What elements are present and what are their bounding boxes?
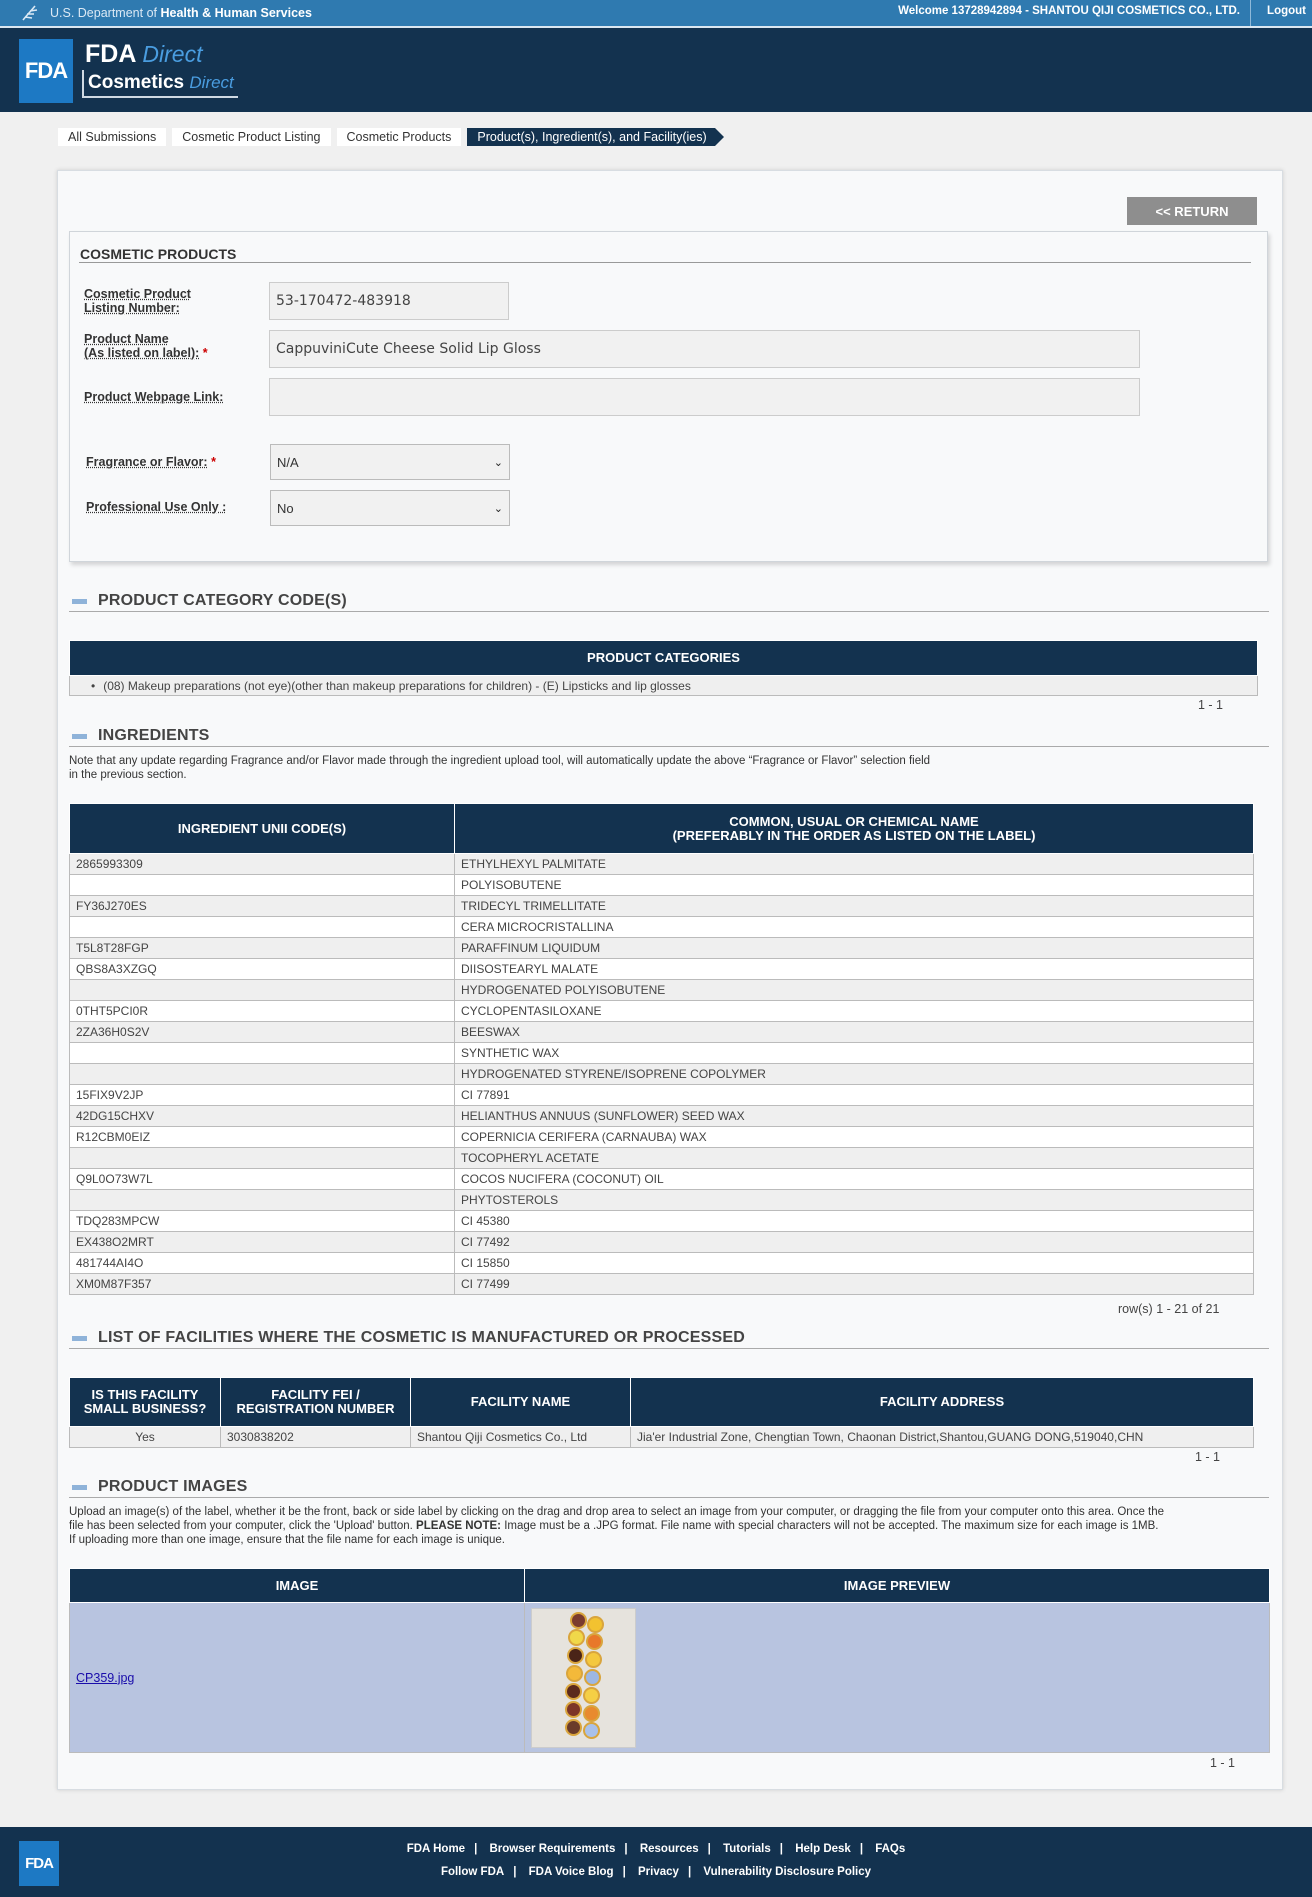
- table-row: • (08) Makeup preparations (not eye)(other than makeup preparations for children) - (E) Lipsticks and lip glosses: [70, 676, 1258, 696]
- unii-code-cell: [70, 980, 455, 1001]
- hhs-title[interactable]: U.S. Department of Health & Human Services: [50, 6, 312, 20]
- ingredient-name-cell: CYCLOPENTASILOXANE: [455, 1001, 1254, 1022]
- professional-use-select-value: No: [277, 500, 294, 516]
- facilities-pager: 1 - 1: [1195, 1450, 1221, 1464]
- ingredients-note: Note that any update regarding Fragrance and/or Flavor made through the ingredient upload tool, will automatically update the above “Fragrance or Flavor” selection field in the previous section.: [69, 755, 931, 781]
- logout-link[interactable]: Logout: [1267, 5, 1306, 17]
- collapse-icon[interactable]: [72, 1485, 87, 1490]
- column-header: COMMON, USUAL OR CHEMICAL NAME (PREFERABLY IN THE ORDER AS LISTED ON THE LABEL): [455, 804, 1254, 854]
- table-row: [70, 938, 1254, 959]
- column-header: PRODUCT CATEGORIES: [70, 641, 1258, 676]
- ingredient-name-cell: CI 77499: [455, 1274, 1254, 1295]
- ingredient-name-cell: COPERNICIA CERIFERA (CARNAUBA) WAX: [455, 1127, 1254, 1148]
- table-row: [70, 980, 1254, 1001]
- divider: [79, 262, 1251, 263]
- column-header: IMAGE PREVIEW: [525, 1569, 1270, 1603]
- footer-link-follow-fda[interactable]: Follow FDA: [440, 1866, 505, 1878]
- footer-links-row-1: [0, 1843, 1312, 1855]
- table-row: [70, 896, 1254, 917]
- separator: |: [779, 1843, 783, 1855]
- cosmetics-direct-logo[interactable]: Cosmetics Direct: [82, 70, 238, 98]
- images-note: Upload an image(s) of the label, whether it be the front, back or side label by clicking on the drag and drop area to select an image from your computer, or dragging the file from your computer onto this area. Once the file has been selected from your computer, click the 'Upload' button. PLEASE NOTE: Image must be a .JPG format. File name with special characters will not be accepted. The maximum size for each image is 1MB. If uploading more than one image, ensure that the file name for each image is unique.: [69, 1506, 1165, 1546]
- unii-code-cell: TDQ283MPCW: [70, 1211, 455, 1232]
- table-row: [70, 1169, 1254, 1190]
- table-row: [70, 1001, 1254, 1022]
- unii-code-cell: XM0M87F357: [70, 1274, 455, 1295]
- separator: |: [513, 1866, 517, 1878]
- product-name-field[interactable]: CappuviniCute Cheese Solid Lip Gloss: [269, 330, 1140, 368]
- return-button[interactable]: << RETURN: [1127, 197, 1257, 225]
- unii-code-cell: 42DG15CHXV: [70, 1106, 455, 1127]
- fragrance-label: Fragrance or Flavor: *: [86, 455, 216, 469]
- welcome-text: Welcome 13728942894 - SHANTOU QIJI COSMETICS CO., LTD.: [898, 5, 1240, 17]
- section-title: INGREDIENTS: [98, 727, 210, 744]
- section-header-category: [69, 592, 1269, 612]
- table-row: [70, 1211, 1254, 1232]
- breadcrumb-current: Product(s), Ingredient(s), and Facility(ies): [467, 128, 714, 146]
- section-title: LIST OF FACILITIES WHERE THE COSMETIC IS MANUFACTURED OR PROCESSED: [98, 1329, 746, 1346]
- separator: |: [687, 1866, 692, 1878]
- unii-code-cell: R12CBM0EIZ: [70, 1127, 455, 1148]
- unii-code-cell: [70, 1190, 455, 1211]
- table-row: [70, 959, 1254, 980]
- ingredient-name-cell: CI 15850: [455, 1253, 1254, 1274]
- ingredient-name-cell: SYNTHETIC WAX: [455, 1043, 1254, 1064]
- section-title: PRODUCT CATEGORY CODE(S): [98, 592, 347, 609]
- chevron-down-icon: ⌄: [493, 502, 503, 515]
- section-header-images: [69, 1478, 1269, 1498]
- ingredient-name-cell: BEESWAX: [455, 1022, 1254, 1043]
- ingredient-name-cell: HYDROGENATED POLYISOBUTENE: [455, 980, 1254, 1001]
- unii-code-cell: QBS8A3XZGQ: [70, 959, 455, 980]
- table-row: [70, 1253, 1254, 1274]
- webpage-link-field[interactable]: [269, 378, 1140, 416]
- professional-use-select[interactable]: [270, 490, 510, 526]
- footer-links-row-2: [0, 1866, 1312, 1878]
- column-header: FACILITY NAME: [411, 1378, 631, 1427]
- image-file-link[interactable]: CP359.jpg: [76, 1670, 135, 1685]
- ingredient-name-cell: ETHYLHEXYL PALMITATE: [455, 854, 1254, 875]
- collapse-icon[interactable]: [72, 599, 87, 604]
- column-header: FACILITY FEI / REGISTRATION NUMBER: [221, 1378, 411, 1427]
- ingredients-pager: row(s) 1 - 21 of 21: [1118, 1302, 1220, 1316]
- ingredient-name-cell: DIISOSTEARYL MALATE: [455, 959, 1254, 980]
- listing-number-field[interactable]: 53-170472-483918: [269, 282, 509, 320]
- table-row: [70, 917, 1254, 938]
- ingredient-name-cell: CERA MICROCRISTALLINA: [455, 917, 1254, 938]
- section-header-facilities: [69, 1329, 1269, 1349]
- section-title: PRODUCT IMAGES: [98, 1478, 248, 1495]
- unii-code-cell: 2ZA36H0S2V: [70, 1022, 455, 1043]
- image-preview-cell: [525, 1603, 1270, 1753]
- fda-direct-logo[interactable]: FDA Direct: [85, 40, 203, 68]
- ingredient-name-cell: COCOS NUCIFERA (COCONUT) OIL: [455, 1169, 1254, 1190]
- footer-link-vulnerability-disclosure[interactable]: Vulnerability Disclosure Policy: [703, 1866, 872, 1878]
- ingredient-name-cell: CI 77492: [455, 1232, 1254, 1253]
- listing-number-label: Cosmetic Product Listing Number:: [84, 287, 191, 315]
- fragrance-select-value: N/A: [277, 454, 299, 470]
- breadcrumb-all-submissions[interactable]: All Submissions: [58, 128, 166, 146]
- breadcrumb-cosmetic-product-listing[interactable]: Cosmetic Product Listing: [172, 128, 330, 146]
- footer-link-help-desk[interactable]: Help Desk: [795, 1843, 851, 1855]
- table-row: [70, 1127, 1254, 1148]
- image-file-cell: [70, 1603, 525, 1753]
- unii-code-cell: [70, 1064, 455, 1085]
- hhs-eagle-icon: [20, 3, 42, 23]
- ingredient-name-cell: TRIDECYL TRIMELLITATE: [455, 896, 1254, 917]
- unii-code-cell: [70, 917, 455, 938]
- unii-code-cell: 15FIX9V2JP: [70, 1085, 455, 1106]
- unii-code-cell: T5L8T28FGP: [70, 938, 455, 959]
- facility-name-cell: Shantou Qiji Cosmetics Co., Ltd: [411, 1427, 631, 1448]
- table-row: [70, 1427, 1254, 1448]
- footer-link-faqs[interactable]: FAQs: [875, 1843, 906, 1855]
- ingredient-name-cell: CI 45380: [455, 1211, 1254, 1232]
- separator: |: [707, 1843, 711, 1855]
- ingredient-name-cell: HYDROGENATED STYRENE/ISOPRENE COPOLYMER: [455, 1064, 1254, 1085]
- table-row: [70, 1274, 1254, 1295]
- webpage-link-label: Product Webpage Link:: [84, 390, 224, 404]
- separator: |: [622, 1866, 626, 1878]
- ingredient-name-cell: HELIANTHUS ANNUUS (SUNFLOWER) SEED WAX: [455, 1106, 1254, 1127]
- table-row: [70, 1106, 1254, 1127]
- category-pager: 1 - 1: [1198, 698, 1224, 712]
- ingredient-name-cell: CI 77891: [455, 1085, 1254, 1106]
- ingredients-table: [69, 803, 1254, 1295]
- fda-footer-logo[interactable]: FDA: [19, 1841, 59, 1886]
- divider: [1250, 0, 1251, 26]
- unii-code-cell: 481744AI4O: [70, 1253, 455, 1274]
- product-name-label: Product Name (As listed on label): *: [84, 332, 208, 360]
- unii-code-cell: Q9L0O73W7L: [70, 1169, 455, 1190]
- ingredient-name-cell: PHYTOSTEROLS: [455, 1190, 1254, 1211]
- section-header-ingredients: [69, 727, 1269, 747]
- product-image-thumbnail[interactable]: [531, 1608, 636, 1748]
- images-pager: 1 - 1: [1210, 1756, 1236, 1770]
- table-row: [70, 854, 1254, 875]
- column-header: FACILITY ADDRESS: [631, 1378, 1254, 1427]
- unii-code-cell: 0THT5PCI0R: [70, 1001, 455, 1022]
- table-row: [70, 1043, 1254, 1064]
- table-row: [70, 1232, 1254, 1253]
- footer-link-fda-home[interactable]: FDA Home: [406, 1843, 466, 1855]
- breadcrumb-cosmetic-products[interactable]: Cosmetic Products: [337, 128, 462, 146]
- professional-use-label: Professional Use Only :: [86, 500, 227, 514]
- footer-link-browser-requirements[interactable]: Browser Requirements: [489, 1843, 616, 1855]
- column-header: IS THIS FACILITY SMALL BUSINESS?: [70, 1378, 221, 1427]
- collapse-icon[interactable]: [72, 1336, 87, 1341]
- ingredient-name-cell: TOCOPHERYL ACETATE: [455, 1148, 1254, 1169]
- cosmetic-products-title: COSMETIC PRODUCTS: [80, 246, 237, 262]
- column-header: IMAGE: [70, 1569, 525, 1603]
- table-row: [70, 1148, 1254, 1169]
- separator: |: [859, 1843, 864, 1855]
- table-row: [70, 1064, 1254, 1085]
- unii-code-cell: FY36J270ES: [70, 896, 455, 917]
- breadcrumb: [58, 128, 721, 146]
- small-business-cell: Yes: [70, 1427, 221, 1448]
- fda-logo[interactable]: FDA: [19, 39, 73, 103]
- site-footer: [0, 1827, 1312, 1897]
- unii-code-cell: 2865993309: [70, 854, 455, 875]
- ingredient-name-cell: POLYISOBUTENE: [455, 875, 1254, 896]
- hhs-bar: [0, 0, 1312, 26]
- fei-cell: 3030838202: [221, 1427, 411, 1448]
- category-table: [69, 640, 1258, 696]
- footer-link-privacy[interactable]: Privacy: [638, 1866, 679, 1878]
- column-header: INGREDIENT UNII CODE(S): [70, 804, 455, 854]
- category-item: (08) Makeup preparations (not eye)(other than makeup preparations for children) - (E) Lipsticks and lip glosses: [103, 678, 691, 693]
- footer-link-tutorials[interactable]: Tutorials: [723, 1843, 771, 1855]
- footer-link-fda-voice-blog[interactable]: FDA Voice Blog: [528, 1866, 614, 1878]
- table-row: [70, 875, 1254, 896]
- collapse-icon[interactable]: [72, 734, 87, 739]
- separator: |: [474, 1843, 478, 1855]
- unii-code-cell: [70, 1148, 455, 1169]
- facility-address-cell: Jia'er Industrial Zone, Chengtian Town, Chaonan District,Shantou,GUANG DONG,519040,CHN: [631, 1427, 1254, 1448]
- table-row: [70, 1190, 1254, 1211]
- separator: |: [624, 1843, 628, 1855]
- facilities-table: [69, 1377, 1254, 1448]
- table-row: [70, 1022, 1254, 1043]
- fragrance-select[interactable]: [270, 444, 510, 480]
- ingredient-name-cell: PARAFFINUM LIQUIDUM: [455, 938, 1254, 959]
- unii-code-cell: [70, 1043, 455, 1064]
- images-table: [69, 1568, 1270, 1753]
- table-row: [70, 1085, 1254, 1106]
- unii-code-cell: [70, 875, 455, 896]
- unii-code-cell: EX438O2MRT: [70, 1232, 455, 1253]
- footer-link-resources[interactable]: Resources: [639, 1843, 699, 1855]
- chevron-down-icon: ⌄: [493, 456, 503, 469]
- site-header: [0, 26, 1312, 112]
